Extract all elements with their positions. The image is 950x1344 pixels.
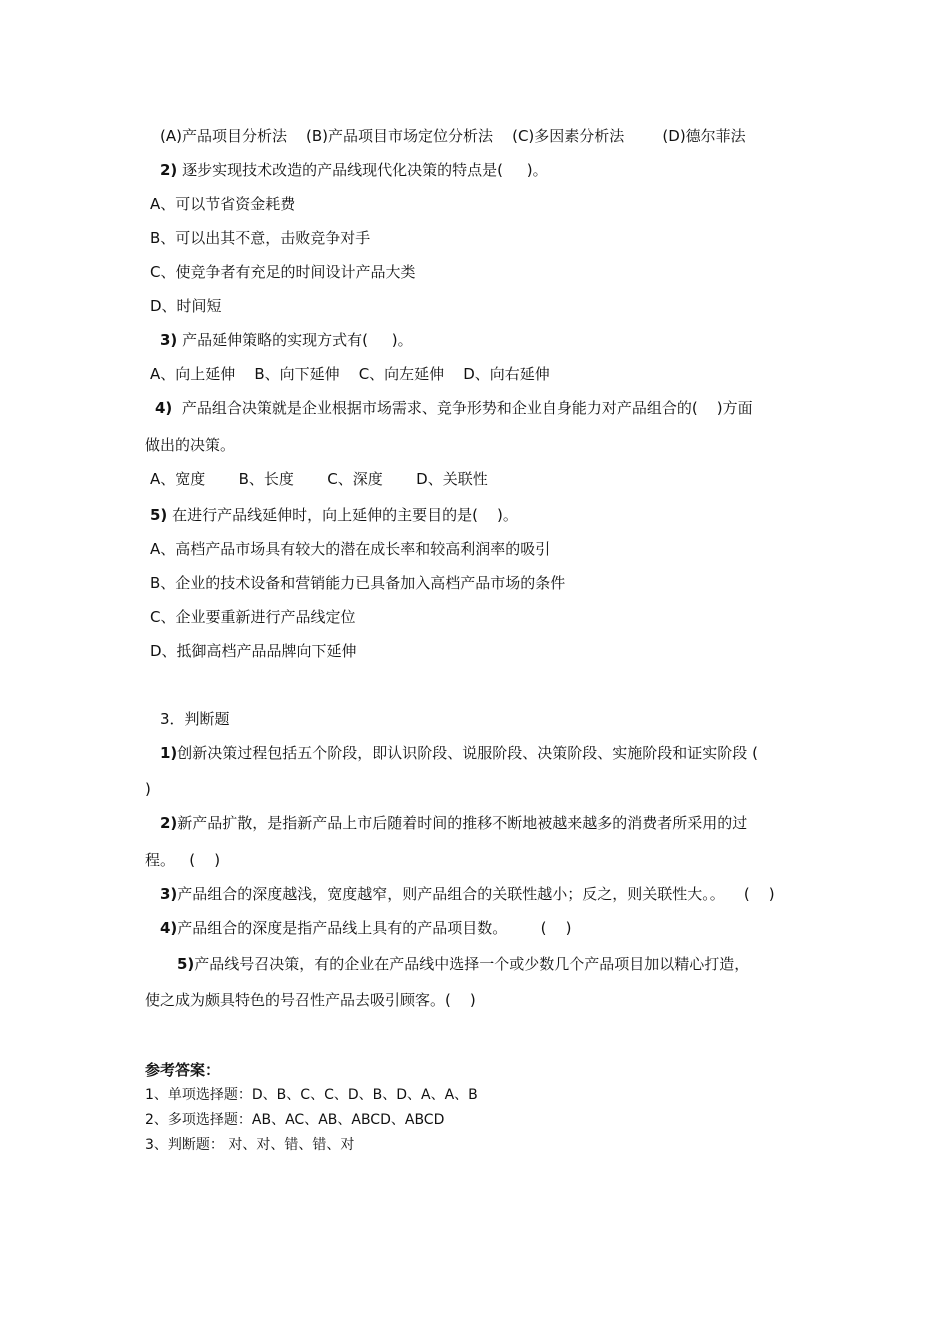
q5-option-b: B、企业的技术设备和营销能力已具备加入高档产品市场的条件 xyxy=(150,574,566,592)
q1-choices: (A)产品项目分析法 (B)产品项目市场定位分析法 (C)多因素分析法 (D)德尔菲法 xyxy=(160,127,746,145)
tf-item-5 xyxy=(177,954,749,974)
q4-options: A、宽度 B、长度 C、深度 D、关联性 xyxy=(150,470,488,488)
q2-number: 2) xyxy=(160,161,178,179)
q4-stem xyxy=(155,398,753,418)
q5-option-c: C、企业要重新进行产品线定位 xyxy=(150,608,356,626)
q3-stem xyxy=(160,330,413,350)
tf-item-2 xyxy=(160,813,747,833)
q2-stem xyxy=(160,160,548,180)
tf1-text: 创新决策过程包括五个阶段，即认识阶段、说服阶段、决策阶段、实施阶段和证实阶段 ( xyxy=(177,744,758,762)
tf-item-1 xyxy=(160,743,758,763)
answer-line-3: 3、判断题： 对、对、错、错、对 xyxy=(145,1137,355,1153)
section3-title: 3．判断题 xyxy=(160,710,230,728)
tf-item-5-cont: 使之成为颇具特色的号召性产品去吸引顾客。( ) xyxy=(145,991,476,1009)
tf5-text: 产品线号召决策，有的企业在产品线中选择一个或少数几个产品项目加以精心打造， xyxy=(194,955,750,973)
q2-stem-text: 逐步实现技术改造的产品线现代化决策的特点是( )。 xyxy=(177,161,548,179)
tf3-number: 3) xyxy=(160,885,178,903)
tf3-text: 产品组合的深度越浅，宽度越窄，则产品组合的关联性越小；反之，则关联性大。。 ( ) xyxy=(177,885,775,903)
q3-options: A、向上延伸 B、向下延伸 C、向左延伸 D、向右延伸 xyxy=(150,365,550,383)
q2-option-c: C、使竞争者有充足的时间设计产品大类 xyxy=(150,263,416,281)
q2-option-b: B、可以出其不意，击败竞争对手 xyxy=(150,229,371,247)
answers-title: 参考答案： xyxy=(145,1061,221,1079)
q5-number: 5) xyxy=(150,506,168,524)
q3-number: 3) xyxy=(160,331,178,349)
tf1-number: 1) xyxy=(160,744,178,762)
q4-stem-text: 产品组合决策就是企业根据市场需求、竞争形势和企业自身能力对产品组合的( )方面 xyxy=(172,399,753,417)
tf-item-2-cont: 程。 ( ) xyxy=(145,851,221,869)
tf4-text: 产品组合的深度是指产品线上具有的产品项目数。 ( ) xyxy=(177,919,572,937)
q4-stem-cont: 做出的决策。 xyxy=(145,436,236,454)
tf2-number: 2) xyxy=(160,814,178,832)
q5-option-d: D、抵御高档产品品牌向下延伸 xyxy=(150,642,357,660)
tf4-number: 4) xyxy=(160,919,178,937)
answer-line-1: 1、单项选择题：D、B、C、C、D、B、D、A、A、B xyxy=(145,1087,478,1103)
tf-item-1-cont: ) xyxy=(145,780,151,798)
tf2-text: 新产品扩散，是指新产品上市后随着时间的推移不断地被越来越多的消费者所采用的过 xyxy=(177,814,748,832)
tf-item-4 xyxy=(160,918,571,938)
q4-number: 4) xyxy=(155,399,173,417)
q5-stem-text: 在进行产品线延伸时，向上延伸的主要目的是( )。 xyxy=(167,506,518,524)
answer-line-2: 2、多项选择题：AB、AC、AB、ABCD、ABCD xyxy=(145,1112,445,1128)
q3-stem-text: 产品延伸策略的实现方式有( )。 xyxy=(177,331,413,349)
q5-stem xyxy=(150,505,518,525)
q2-option-a: A、可以节省资金耗费 xyxy=(150,195,296,213)
tf5-number: 5) xyxy=(177,955,195,973)
q5-option-a: A、高档产品市场具有较大的潜在成长率和较高利润率的吸引 xyxy=(150,540,551,558)
q2-option-d: D、时间短 xyxy=(150,297,222,315)
tf-item-3 xyxy=(160,884,775,904)
